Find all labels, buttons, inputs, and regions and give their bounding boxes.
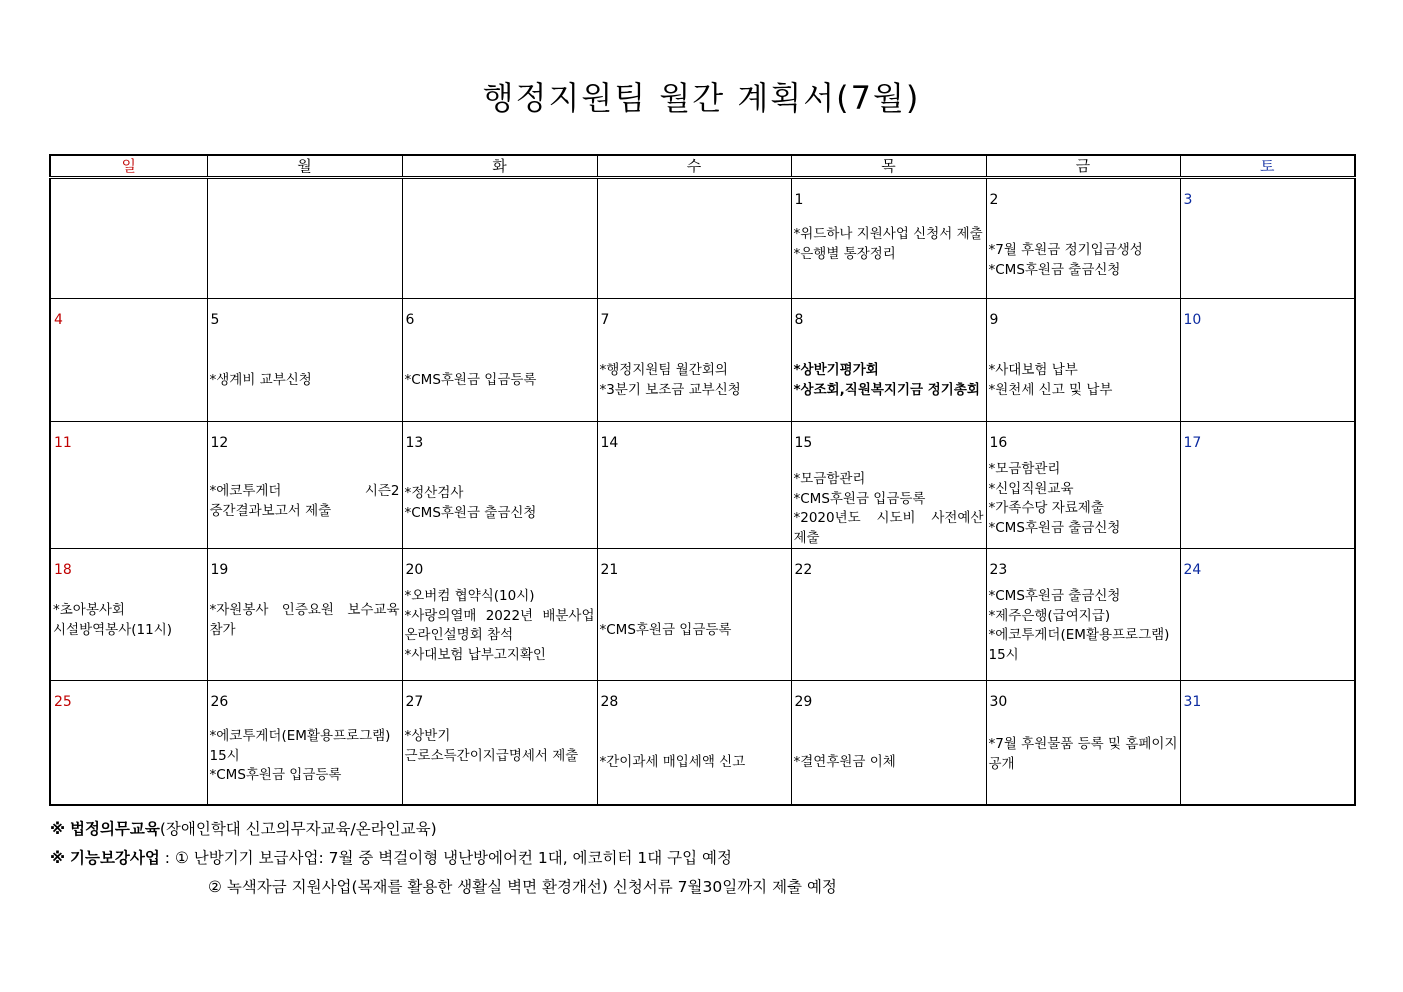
day-number: 4 (54, 312, 63, 328)
day-number: 17 (1183, 435, 1202, 451)
event-item: *CMS후원금 출금신청 (404, 504, 537, 521)
note-function-reinforcement (50, 844, 837, 873)
event-item: *신입직원교육 (988, 480, 1074, 497)
event-item: *간이과세 매입세액 신고 (599, 754, 746, 770)
day-cell-sun (50, 299, 207, 422)
day-number: 7 (600, 312, 610, 328)
note-item-1: ① 난방기기 보급사업: 7월 중 벽걸이형 냉난방에어컨 1대, 에코히터 1대 구입 예정 (174, 849, 732, 867)
day-number: 26 (210, 694, 229, 710)
day-cell-tue (402, 178, 597, 299)
note-function-reinforcement-2 (50, 873, 837, 902)
event-list (208, 482, 402, 521)
week-row (50, 299, 1355, 422)
day-cell-mon (207, 178, 402, 299)
note-label: 법정의무교육 (70, 820, 160, 838)
event-list (598, 361, 791, 400)
day-cell-fri (986, 178, 1180, 299)
weekday-tue: 화 (402, 155, 597, 178)
event-list (987, 735, 1180, 774)
event-item: *에코투게더(EM활용프로그램) 15시 (209, 728, 391, 764)
note-colon: : (159, 849, 175, 867)
weekday-wed: 수 (597, 155, 791, 178)
day-number (601, 191, 791, 209)
event-item: *초아봉사회 시설방역봉사(11시) (53, 602, 172, 638)
note-text: (장애인학대 신고의무자교육/온라인교육) (159, 820, 437, 838)
event-list (208, 727, 402, 786)
day-number (211, 191, 402, 209)
day-number (406, 191, 597, 209)
event-list (987, 587, 1180, 665)
event-item: *생계비 교부신청 (209, 372, 312, 388)
event-item: *CMS후원금 입금등록 (599, 622, 732, 638)
event-item: *에코투게더(EM활용프로그램) 15시 (988, 627, 1170, 663)
week-row (50, 549, 1355, 681)
day-number (54, 191, 207, 209)
event-item: *CMS후원금 입금등록 (404, 372, 537, 388)
day-cell-sat (1180, 681, 1355, 806)
day-cell-sat (1180, 422, 1355, 549)
day-cell-fri (986, 422, 1180, 549)
day-number: 19 (210, 562, 229, 578)
event-item: *2020년도 시도비 사전예산 제출 (793, 510, 984, 546)
day-number: 1 (794, 192, 804, 208)
day-cell-thu (791, 422, 986, 549)
week-row (50, 681, 1355, 806)
day-number: 13 (405, 435, 424, 451)
day-number: 28 (600, 694, 619, 710)
day-number: 24 (1183, 562, 1202, 578)
day-cell-thu (791, 178, 986, 299)
event-list (403, 727, 597, 766)
day-cell-wed (597, 681, 791, 806)
event-item: *상반기평가회 (793, 362, 879, 378)
day-cell-mon (207, 422, 402, 549)
day-number: 5 (210, 312, 220, 328)
note-item-2: ② 녹색자금 지원사업(목재를 활용한 생활실 벽면 환경개선) 신청서류 7월30일까지 제출 예정 (208, 878, 837, 896)
week-row (50, 178, 1355, 299)
day-cell-mon (207, 549, 402, 681)
day-cell-sun (50, 178, 207, 299)
day-cell-fri (986, 549, 1180, 681)
day-number: 14 (600, 435, 619, 451)
week-row (50, 422, 1355, 549)
event-list (598, 753, 791, 773)
day-cell-sun (50, 549, 207, 681)
event-list (51, 601, 207, 640)
event-item: *원천세 신고 및 납부 (988, 381, 1113, 398)
day-cell-tue (402, 422, 597, 549)
event-list (987, 361, 1180, 400)
day-cell-sat (1180, 299, 1355, 422)
day-cell-sat (1180, 549, 1355, 681)
day-cell-mon (207, 299, 402, 422)
weekday-fri: 금 (986, 155, 1180, 178)
day-number: 12 (210, 435, 229, 451)
event-list (208, 371, 402, 391)
event-list (792, 753, 986, 773)
day-cell-tue (402, 549, 597, 681)
event-item: *결연후원금 이체 (793, 754, 896, 770)
page-title: 행정지원팀 월간 계획서(7월) (482, 79, 921, 117)
day-cell-wed (597, 299, 791, 422)
day-number: 31 (1183, 694, 1202, 710)
event-item: *7월 후원물품 등록 및 홈페이지 공개 (988, 736, 1178, 772)
day-cell-mon (207, 681, 402, 806)
event-item: *오버컴 협약식(10시) (404, 588, 535, 604)
day-number: 21 (600, 562, 619, 578)
note-legal-education (50, 815, 837, 844)
day-number: 10 (1183, 312, 1202, 328)
event-list (792, 361, 986, 400)
day-cell-fri (986, 299, 1180, 422)
event-list (403, 371, 597, 391)
weekday-header-row (50, 155, 1355, 178)
day-number: 8 (794, 312, 804, 328)
day-number: 15 (794, 435, 813, 451)
weekday-mon: 월 (207, 155, 402, 178)
event-item: *사랑의열매 2022년 배분사업 온라인설명회 참석 (404, 607, 595, 643)
day-number: 23 (989, 562, 1008, 578)
day-number: 29 (794, 694, 813, 710)
event-item: *7월 후원금 정기입금생성 (988, 242, 1143, 258)
event-item: *상조회,직원복지기금 정기총회 (793, 381, 980, 398)
day-cell-tue (402, 681, 597, 806)
day-number: 6 (405, 312, 415, 328)
day-cell-tue (402, 299, 597, 422)
event-item: *에코투게더 시즌2 중간결과보고서 제출 (209, 483, 400, 519)
event-item: *CMS후원금 출금신청 (988, 261, 1121, 278)
day-cell-thu (791, 549, 986, 681)
event-item: *상반기 근로소득간이지급명세서 제출 (404, 728, 579, 764)
day-number: 20 (405, 562, 424, 578)
event-item: *은행별 통장정리 (793, 245, 896, 262)
event-item: *사대보험 납부고지확인 (404, 646, 546, 663)
event-item: *모금함관리 (988, 461, 1061, 477)
day-number: 9 (989, 312, 999, 328)
monthly-calendar (49, 154, 1356, 806)
event-item: *CMS후원금 입금등록 (793, 490, 926, 507)
day-number: 27 (405, 694, 424, 710)
day-cell-thu (791, 299, 986, 422)
event-item: *자원봉사 인증요원 보수교육 참가 (209, 602, 400, 638)
event-list (403, 587, 597, 665)
day-cell-thu (791, 681, 986, 806)
day-number: 16 (989, 435, 1008, 451)
note-label: 기능보강사업 (70, 849, 160, 867)
event-item: *사대보험 납부 (988, 362, 1078, 378)
day-cell-wed (597, 422, 791, 549)
event-item: *제주은행(급여지급) (988, 607, 1111, 624)
weekday-thu: 목 (791, 155, 986, 178)
day-number: 25 (54, 694, 72, 710)
event-list (987, 460, 1180, 538)
event-item: *모금함관리 (793, 471, 866, 487)
notes-section (50, 815, 837, 902)
day-cell-wed (597, 549, 791, 681)
event-item: *CMS후원금 출금신청 (988, 588, 1121, 604)
event-item: *3분기 보조금 교부신청 (599, 381, 741, 398)
event-item: *가족수당 자료제출 (988, 500, 1104, 516)
weekday-sun: 일 (50, 155, 207, 178)
day-cell-sun (50, 422, 207, 549)
day-cell-sun (50, 681, 207, 806)
day-number: 22 (794, 562, 813, 578)
note-mark: ※ (50, 849, 66, 867)
day-number: 11 (54, 435, 72, 451)
event-item: *정산검사 (404, 485, 464, 501)
event-list (598, 621, 791, 641)
day-number: 2 (989, 192, 999, 208)
day-number: 30 (989, 694, 1008, 710)
event-list (987, 241, 1180, 280)
day-cell-fri (986, 681, 1180, 806)
event-item: *CMS후원금 출금신청 (988, 519, 1121, 536)
day-number: 3 (1183, 192, 1193, 208)
day-number: 18 (54, 562, 72, 578)
event-list (792, 470, 986, 548)
event-item: *위드하나 지원사업 신청서 제출 (793, 226, 983, 242)
event-item: *행정지원팀 월간회의 (599, 362, 728, 378)
event-list (792, 225, 986, 264)
note-mark: ※ (50, 820, 66, 838)
weekday-sat: 토 (1180, 155, 1355, 178)
day-cell-wed (597, 178, 791, 299)
day-cell-sat (1180, 178, 1355, 299)
event-list (403, 484, 597, 523)
event-item: *CMS후원금 입금등록 (209, 767, 342, 783)
event-list (208, 601, 402, 640)
